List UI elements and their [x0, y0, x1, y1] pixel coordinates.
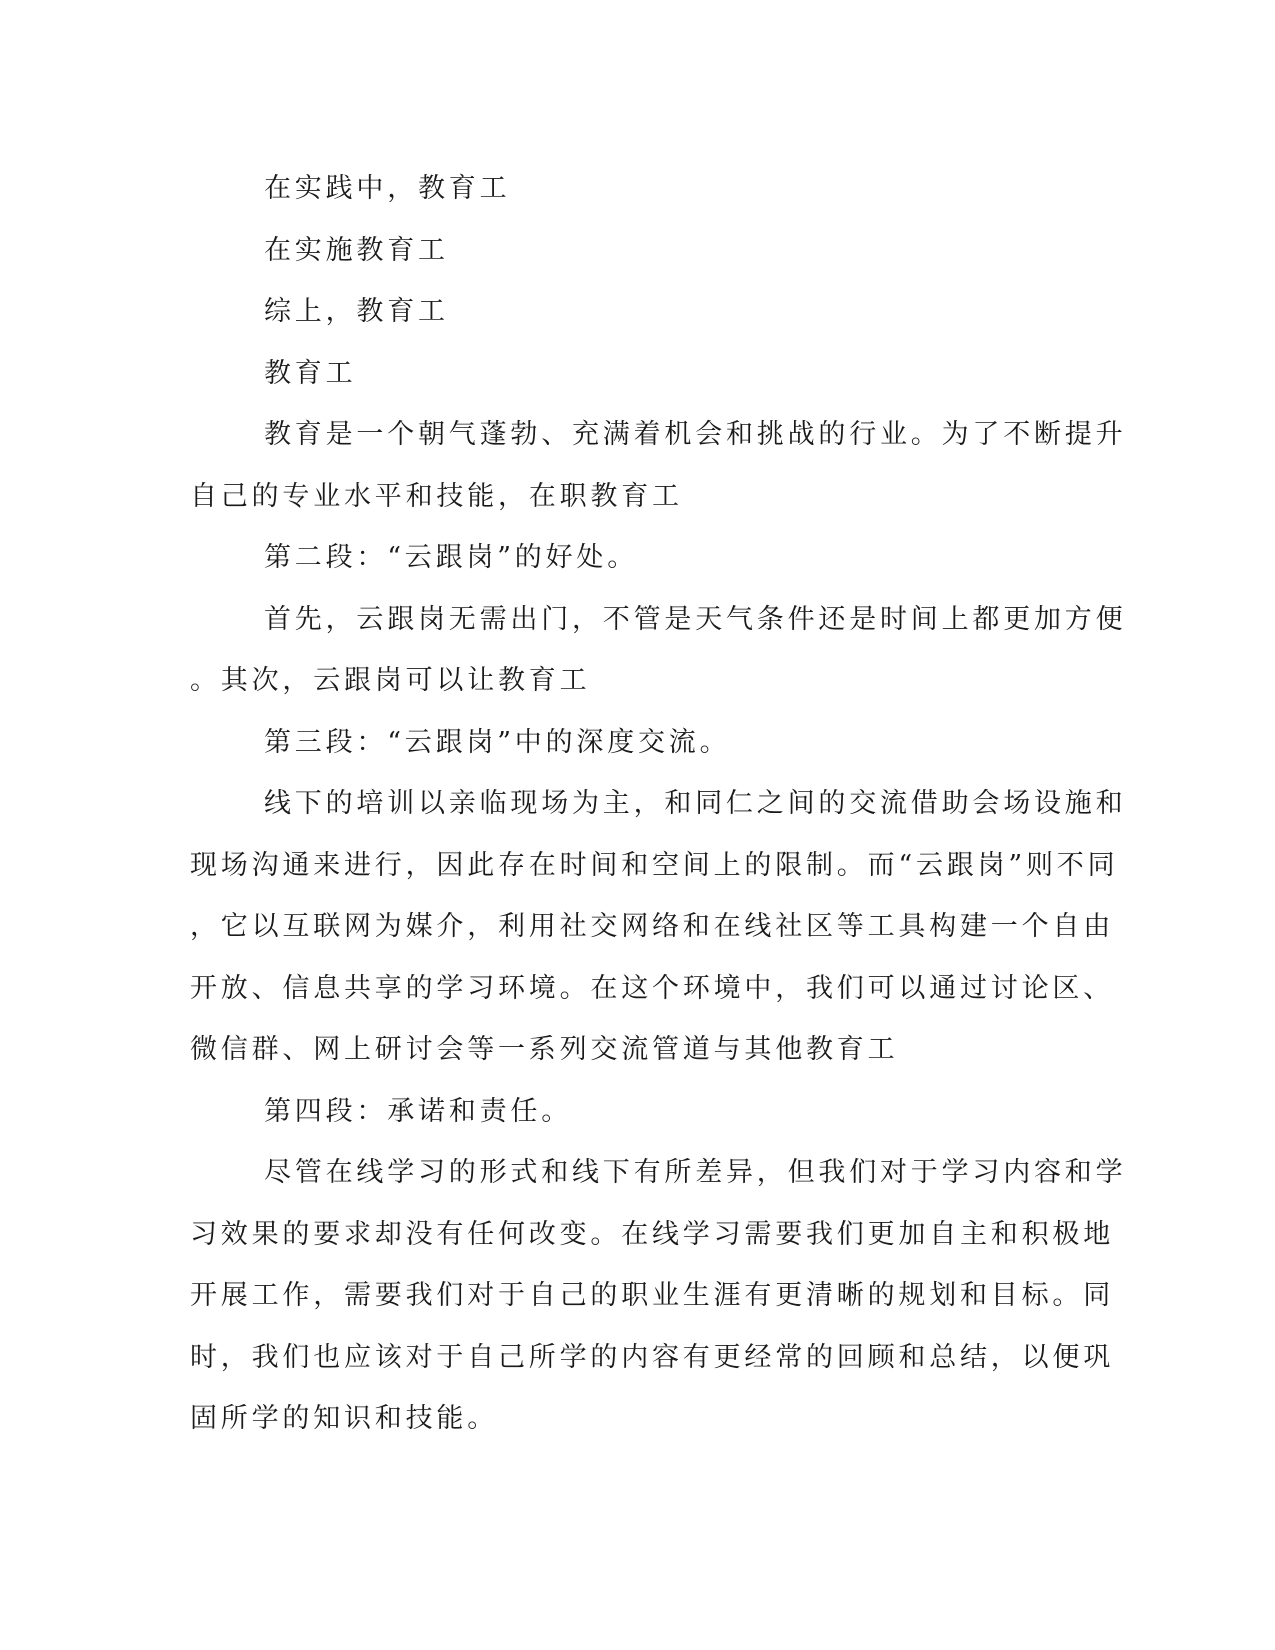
- text-line: 开放、信息共享的学习环境。在这个环境中，我们可以通过讨论区、: [190, 972, 1114, 1004]
- text-line: 现场沟通来进行，因此存在时间和空间上的限制。而“云跟岗”则不同: [190, 849, 1119, 881]
- text-line: 第二段：“云跟岗”的好处。: [264, 542, 639, 573]
- text-line: 第三段：“云跟岗”中的深度交流。: [264, 726, 731, 758]
- section-heading-4: [190, 1081, 1085, 1143]
- text-line: 第四段：承诺和责任。: [264, 1095, 572, 1127]
- text-line: 。其次，云跟岗可以让教育工: [190, 665, 591, 696]
- paragraph-deep-exchange: [190, 773, 1127, 1081]
- paragraph-implementation: [190, 220, 1085, 282]
- text-line: 在实践中，教育工: [264, 173, 511, 204]
- text-line: 尽管在线学习的形式和线下有所差异，但我们对于学习内容和学: [264, 1157, 1127, 1188]
- paragraph-benefits: [190, 589, 1127, 712]
- text-line: 习效果的要求却没有任何改变。在线学习需要我们更加自主和积极地: [190, 1218, 1114, 1250]
- section-heading-3: [190, 712, 1085, 774]
- section-heading-2: [190, 527, 1085, 589]
- text-line: 在实施教育工: [264, 234, 449, 266]
- paragraph-educator: [190, 343, 1085, 405]
- text-line: 综上，教育工: [264, 296, 449, 327]
- text-line: 线下的培训以亲临现场为主，和同仁之间的交流借助会场设施和: [264, 788, 1127, 819]
- paragraph-practice: [190, 158, 1085, 220]
- paragraph-introduction: [190, 404, 1127, 527]
- text-line: 开展工作，需要我们对于自己的职业生涯有更清晰的规划和目标。同: [190, 1280, 1114, 1311]
- paragraph-commitment: [190, 1142, 1127, 1450]
- text-line: 时，我们也应该对于自己所学的内容有更经常的回顾和总结，以便巩: [190, 1341, 1114, 1373]
- text-line: 教育工: [264, 357, 357, 389]
- text-line: 教育是一个朝气蓬勃、充满着机会和挑战的行业。为了不断提升: [264, 419, 1127, 450]
- text-line: ，它以互联网为媒介，利用社交网络和在线社区等工具构建一个自由: [190, 911, 1114, 942]
- text-line: 微信群、网上研讨会等一系列交流管道与其他教育工: [190, 1034, 899, 1065]
- text-line: 固所学的知识和技能。: [190, 1403, 498, 1434]
- paragraph-summary: [190, 281, 1085, 343]
- text-line: 自己的专业水平和技能，在职教育工: [190, 480, 683, 512]
- text-line: 首先，云跟岗无需出门，不管是天气条件还是时间上都更加方便: [264, 603, 1127, 635]
- document-body: [190, 158, 1127, 1450]
